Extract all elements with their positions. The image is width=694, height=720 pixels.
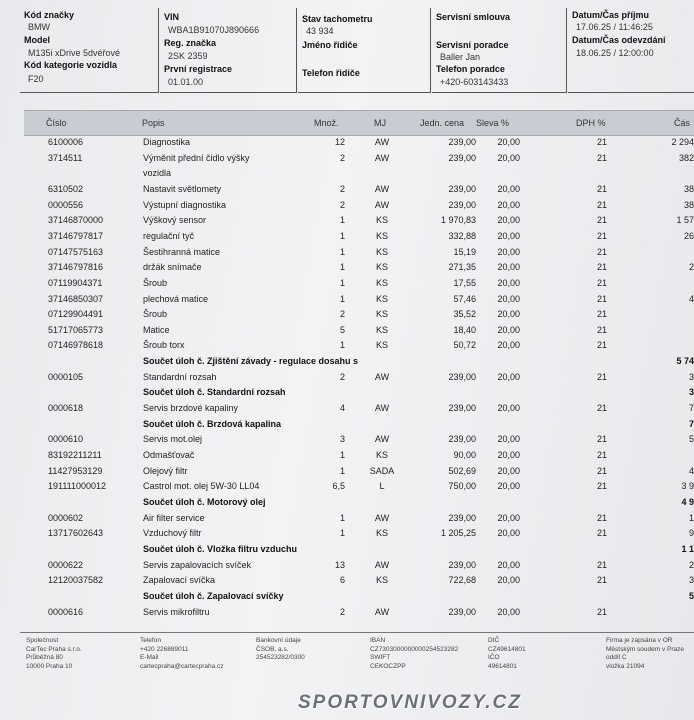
cell-dph: 21 [596,246,607,257]
cell-mj: KS [375,277,388,288]
header-box-registration [160,8,297,93]
cell-jedn-cena: 271,35 [448,262,476,273]
cell-mj: KS [375,575,388,586]
cell-mj: KS [375,324,388,335]
header-box-service [432,8,567,93]
value-model: M135i xDrive 5dvéřové [28,48,121,58]
cell-jedn-cena: 1 205,25 [440,528,476,539]
value-servisni-poradce: Baller Jan [440,52,481,62]
cell-castka: 3 [688,371,694,382]
cell-dph: 21 [596,465,607,476]
cell-sleva: 20,00 [497,606,520,617]
cell-sleva: 20,00 [497,371,520,382]
cell-popis: Olejový filtr [143,465,188,476]
cell-mj: KS [375,246,388,257]
cell-mj: KS [375,293,388,304]
cell-jedn-cena: 239,00 [448,403,476,414]
header-box-mileage [298,8,431,93]
cell-mj: AW [374,183,390,194]
cell-mj: AW [374,434,390,445]
footer-text: Společnost [26,637,59,644]
footer-text: CZ49614801 [488,645,526,653]
cell-mnoz: 2 [339,309,345,320]
cell-castka: 5 74 [676,356,694,367]
footer-text: DIČ [488,637,500,644]
cell-popis: Air filter service [143,512,205,523]
footer-text: cartecpraha@cartecpraha.cz [140,662,224,670]
cell-dph: 21 [596,434,607,445]
cell-cislo: 51717065773 [48,324,104,335]
cell-mj: KS [375,230,388,241]
cell-jedn-cena: 1 970,83 [440,215,476,226]
cell-popis: Servis mikrofiltru [143,606,210,617]
cell-jedn-cena: 239,00 [448,512,476,523]
cell-popis: Odmašťovač [143,450,195,460]
cell-popis: Šroub [143,309,168,320]
cell-mnoz: 6 [339,575,345,586]
cell-castka: 5 [688,434,694,445]
cell-jedn-cena: 239,00 [448,559,476,570]
footer-text: oddíl C [606,654,627,661]
cell-mj: KS [375,309,388,320]
cell-cislo: 0000616 [48,606,84,617]
cell-sleva: 20,00 [497,137,520,147]
cell-mj: AW [374,137,390,147]
label-servisni-smlouva: Servisní smlouva [436,12,511,22]
header-box-dates [568,8,694,93]
cell-castka: 3 9 [681,481,694,492]
cell-dph: 21 [596,606,607,617]
cell-cislo: 83192211211 [48,450,102,460]
cell-cislo: 6100006 [48,137,84,147]
footer-text: 254523282/0300 [256,654,305,661]
footer-iban [370,637,458,671]
label-stav-tachometru: Stav tachometru [302,14,373,24]
table-header [24,110,694,136]
cell-castka: 3 [688,387,694,398]
cell-dph: 21 [596,152,607,163]
col-mj: MJ [374,118,386,128]
company-footer [20,632,694,683]
footer-text: 49614801 [488,662,517,670]
cell-dph: 21 [596,309,607,320]
cell-cislo: 13717602643 [48,528,104,539]
cell-mnoz: 2 [339,152,345,163]
label-vin: VIN [164,12,180,22]
cell-popis: držák snímače [143,262,202,273]
cell-popis: Nastavit světlomety [143,183,222,194]
footer-text: CZ7303000000000254523282 [370,645,459,653]
cell-castka: 382 [678,152,694,163]
cell-cislo: 0000556 [48,199,84,210]
cell-mj: AW [374,371,390,382]
cell-popis: Servis brzdové kapaliny [143,403,239,414]
col-sleva: Sleva % [476,118,510,128]
col-mnoz: Množ. [314,118,339,128]
cell-cislo: 6310502 [48,183,84,194]
cell-mnoz: 1 [339,277,345,288]
cell-popis: Součet úloh č. Vložka filtru vzduchu [143,543,298,554]
cell-mnoz: 1 [339,230,345,241]
cell-popis: Výstupní diagnostika [143,199,227,210]
cell-dph: 21 [596,183,607,194]
cell-sleva: 20,00 [497,183,520,194]
cell-dph: 21 [596,403,607,414]
col-cislo: Číslo [46,118,67,128]
cell-jedn-cena: 502,69 [448,465,476,476]
footer-text: ČSOB, a.s. [256,645,289,653]
cell-dph: 21 [596,512,607,523]
cell-popis: Šestihranná matice [143,246,221,257]
cell-mnoz: 6,5 [332,481,345,492]
cell-dph: 21 [596,450,607,460]
footer-text: SWIFT [370,654,391,661]
cell-castka: 3 [688,575,694,586]
footer-text: Průběžná 80 [26,654,63,661]
footer-text: IBAN [370,637,386,644]
cell-castka: 2 294 [671,137,694,147]
footer-text: Firma je zapsána v OR [606,637,673,644]
cell-mj: KS [375,340,388,351]
cell-castka: 2 [688,262,694,273]
value-telefon-poradce: +420-603143433 [440,77,509,87]
cell-castka: 4 9 [681,496,694,507]
cell-jedn-cena: 239,00 [448,137,476,147]
label-prvni-registrace: První registrace [164,64,233,74]
cell-jedn-cena: 239,00 [448,434,476,445]
cell-mnoz: 4 [339,403,345,414]
cell-castka: 38 [683,183,694,194]
value-prijem: 17.06.25 / 11:46:25 [576,22,653,32]
cell-mj: AW [374,152,390,163]
cell-mnoz: 2 [339,183,345,194]
value-kod-kategorie: F20 [28,74,44,84]
cell-mj: KS [375,528,388,539]
cell-cislo: 37146797817 [48,230,104,241]
cell-mnoz: 12 [334,137,345,147]
cell-dph: 21 [596,199,607,210]
cell-popis: Castrol mot. olej 5W-30 LL04 [143,481,260,492]
label-kod-kategorie: Kód kategorie vozidla [24,60,118,70]
cell-cislo: 0000602 [48,512,84,523]
watermark-logo: SPORTOVNIVOZY.CZ [298,692,522,713]
cell-mnoz: 5 [339,324,345,335]
cell-castka: 2 [688,559,694,570]
cell-mnoz: 1 [339,215,345,226]
cell-sleva: 20,00 [497,293,520,304]
cell-cislo: 0000618 [48,403,84,414]
cell-dph: 21 [596,575,607,586]
cell-mnoz: 1 [339,528,345,539]
value-odevzdani: 18.06.25 / 12:00:00 [576,48,654,58]
footer-text: +420 226889011 [140,645,189,653]
cell-popis: Součet úloh č. Brzdová kapalina [143,418,282,429]
cell-cislo: 11427953129 [48,465,103,476]
cell-castka: 7 [688,418,694,429]
footer-tax [488,637,526,671]
cell-sleva: 20,00 [497,246,520,257]
cell-castka: 9 [688,528,694,539]
cell-cislo: 07129904491 [48,309,104,320]
cell-sleva: 20,00 [497,528,520,539]
cell-popis: Součet úloh č. Zapalovací svíčky [143,590,284,601]
label-reg-znacka: Reg. značka [164,38,217,48]
cell-mnoz: 2 [339,606,345,617]
cell-cislo: 0000610 [48,434,84,445]
footer-contact [140,637,224,671]
cell-jedn-cena: 18,40 [453,324,476,335]
cell-mj: KS [375,215,388,226]
cell-mj: AW [374,606,390,617]
cell-castka: 7 [688,403,694,414]
label-servisni-poradce: Servisní poradce [436,40,509,50]
cell-cislo: 07147575163 [48,246,104,257]
cell-dph: 21 [596,371,607,382]
cell-dph: 21 [596,528,607,539]
cell-popis: plechová matice [143,293,209,304]
cell-mnoz: 2 [339,199,345,210]
cell-popis: Servis mot.olej [143,434,203,445]
cell-mnoz: 13 [334,559,345,570]
label-prijem: Datum/Čas příjmu [572,10,650,20]
cell-mnoz: 1 [339,293,345,304]
label-jmeno-ridice: Jméno řidiče [302,40,358,50]
cell-mj: AW [374,512,390,523]
cell-mnoz: 3 [339,434,345,445]
cell-mnoz: 1 [339,246,345,257]
col-popis: Popis [142,118,165,128]
cell-popis: Diagnostika [143,137,191,147]
cell-sleva: 20,00 [497,450,520,460]
cell-cislo: 07119904371 [48,277,103,288]
cell-popis: Výměnit přední čidlo výšky [143,152,250,163]
cell-sleva: 20,00 [497,512,520,523]
cell-sleva: 20,00 [497,215,520,226]
cell-mnoz: 2 [339,371,345,382]
footer-bank [256,637,305,663]
cell-popis: Šroub torx [143,340,185,351]
label-kod-znacky: Kód značky [24,10,75,20]
cell-popis: Servis zapalovacích svíček [143,559,252,570]
cell-sleva: 20,00 [497,230,520,241]
cell-jedn-cena: 239,00 [448,199,476,210]
cell-mnoz: 1 [339,450,345,460]
cell-dph: 21 [596,215,607,226]
footer-text: CEKOCZPP [370,662,406,670]
cell-dph: 21 [596,340,607,351]
cell-mnoz: 1 [339,340,345,351]
cell-mj: AW [374,403,390,414]
cell-popis: Vzduchový filtr [143,528,202,539]
cell-castka: 5 [688,590,694,601]
cell-cislo: 37146870000 [48,215,104,226]
label-odevzdani: Datum/Čas odevzdání [572,35,666,45]
cell-dph: 21 [596,230,607,241]
col-castka: Čás [674,118,691,128]
cell-popis: vozidla [143,168,172,179]
cell-mnoz: 1 [339,262,345,273]
cell-jedn-cena: 50,72 [453,340,476,351]
footer-text: CarTec Praha s.r.o. [26,645,82,653]
cell-mj: SADA [369,465,395,476]
cell-jedn-cena: 239,00 [448,183,476,194]
cell-mnoz: 1 [339,465,345,476]
cell-castka: 1 1 [681,543,694,554]
label-model: Model [24,35,50,45]
label-telefon-poradce: Telefon poradce [436,64,505,74]
cell-jedn-cena: 239,00 [448,152,476,163]
footer-registry [606,637,684,671]
cell-sleva: 20,00 [497,465,520,476]
footer-text: Bankovní údaje [256,637,301,644]
footer-text: 10000 Praha 10 [26,662,73,670]
cell-dph: 21 [596,481,607,492]
cell-castka: 4 [688,465,694,476]
value-kod-znacky: BMW [28,22,50,32]
cell-jedn-cena: 90,00 [453,450,476,460]
cell-sleva: 20,00 [497,434,520,445]
col-jedn-cena: Jedn. cena [420,118,465,128]
value-vin: WBA1B91070J890666 [168,25,260,35]
footer-text: vložka 21094 [606,662,645,670]
cell-jedn-cena: 239,00 [448,606,476,617]
col-dph: DPH % [576,118,606,128]
cell-jedn-cena: 239,00 [448,371,476,382]
cell-jedn-cena: 722,68 [448,575,476,586]
cell-cislo: 37146850307 [48,293,104,304]
cell-mj: L [379,481,385,492]
cell-cislo: 3714511 [48,152,83,163]
footer-company [26,637,82,671]
cell-castka: 26 [683,230,694,241]
cell-dph: 21 [596,262,607,273]
cell-sleva: 20,00 [497,152,520,163]
cell-cislo: 12120037582 [48,575,104,586]
label-telefon-ridice: Telefon řidiče [302,68,360,78]
cell-sleva: 20,00 [497,403,520,414]
value-stav-tachometru: 43 934 [306,26,334,36]
cell-cislo: 191111000012 [48,481,107,492]
cell-castka: 1 [688,512,694,523]
cell-dph: 21 [596,324,607,335]
cell-popis: Standardní rozsah [143,371,217,382]
cell-jedn-cena: 35,52 [453,309,476,320]
header-box-vehicle [20,8,159,93]
cell-popis: Zapalovací svíčka [143,575,216,586]
cell-jedn-cena: 57,46 [453,293,476,304]
cell-popis: Součet úloh č. Standardní rozsah [143,387,286,398]
cell-jedn-cena: 332,88 [448,230,476,241]
cell-castka: 1 57 [676,215,694,226]
cell-sleva: 20,00 [497,199,520,210]
cell-mj: AW [374,199,390,210]
cell-dph: 21 [596,559,607,570]
cell-sleva: 20,00 [497,340,520,351]
cell-sleva: 20,00 [497,559,520,570]
footer-text: IČO [488,654,500,661]
cell-popis: Šroub [143,277,168,288]
cell-sleva: 20,00 [497,575,520,586]
cell-jedn-cena: 750,00 [448,481,476,492]
cell-jedn-cena: 15,19 [453,246,476,257]
cell-cislo: 0000622 [48,559,84,570]
footer-text: Městským soudem v Praze [606,645,685,653]
footer-text: E-Mail [140,654,159,661]
cell-cislo: 0000105 [48,371,84,382]
value-prvni-registrace: 01.01.00 [168,77,204,87]
cell-sleva: 20,00 [497,277,520,288]
cell-castka: 4 [688,293,694,304]
cell-popis: Výškový sensor [143,215,207,226]
footer-text: Telefon [140,637,161,644]
cell-cislo: 07146978618 [48,340,104,351]
value-reg-znacka: 2SK 2359 [168,51,208,61]
cell-castka: 38 [683,199,694,210]
cell-mnoz: 1 [339,512,345,523]
cell-dph: 21 [596,277,607,288]
cell-dph: 21 [596,293,607,304]
cell-sleva: 20,00 [497,309,520,320]
cell-sleva: 20,00 [497,481,520,492]
cell-cislo: 37146797816 [48,262,104,273]
cell-popis: Součet úloh č. Motorový olej [143,496,266,507]
cell-mj: AW [374,559,390,570]
cell-sleva: 20,00 [497,262,520,273]
cell-popis: regulační tyč [143,230,195,241]
cell-dph: 21 [596,137,607,147]
cell-sleva: 20,00 [497,324,520,335]
cell-popis: Matice [143,324,170,335]
vehicle-header [20,8,694,96]
cell-mj: KS [375,450,388,460]
cell-mj: KS [375,262,388,273]
cell-popis: Součet úloh č. Zjištění závady - regulace dosahu s [143,356,359,367]
cell-jedn-cena: 17,55 [453,277,476,288]
